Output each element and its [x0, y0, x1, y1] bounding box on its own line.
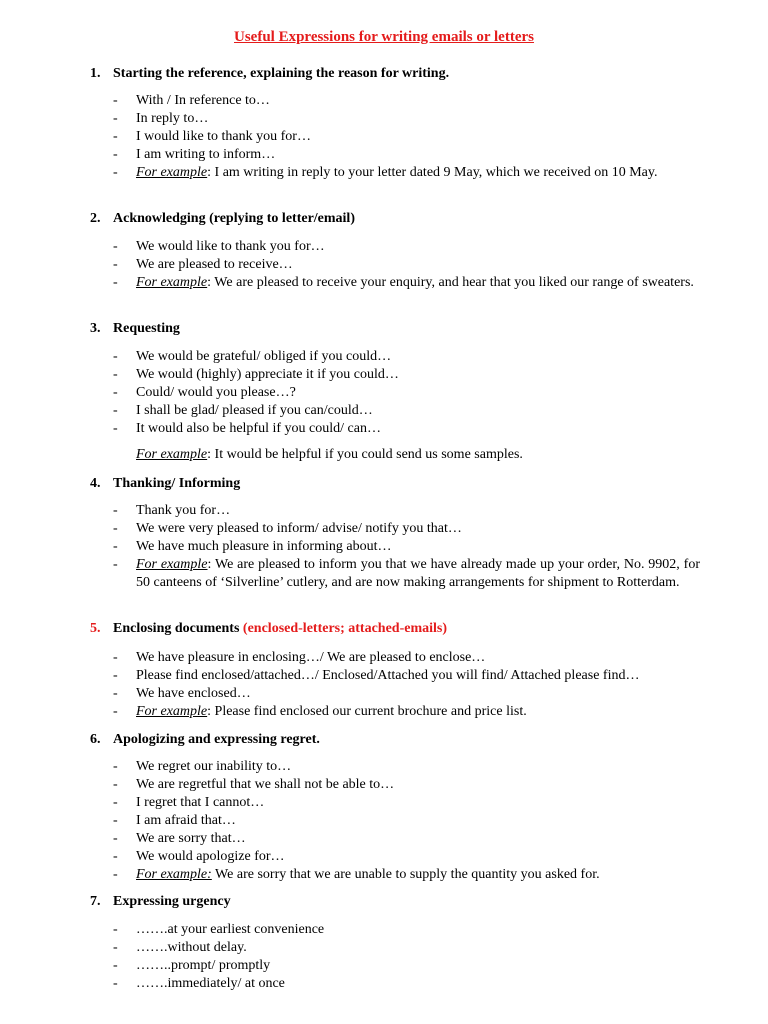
- section-number: 5.: [90, 621, 101, 636]
- example-text: We are sorry that we are unable to supply the quantity you asked for.: [211, 867, 600, 882]
- example-label: For example: [136, 447, 208, 462]
- example-label: For example: [136, 557, 208, 572]
- section-note: (enclosed-letters; attached-emails): [242, 621, 448, 636]
- section-title: Apologizing and expressing regret.: [113, 732, 320, 747]
- section-number: 1.: [90, 66, 101, 81]
- example-label: For example:: [136, 867, 212, 882]
- section-number: 7.: [90, 894, 101, 909]
- page-title: Useful Expressions for writing emails or letters: [234, 29, 534, 45]
- section-number: 4.: [90, 476, 101, 491]
- section-title: Expressing urgency: [113, 894, 231, 909]
- section-title: Requesting: [113, 321, 180, 336]
- example-text: : I am writing in reply to your letter dated 9 May, which we received on 10 May.: [207, 165, 658, 180]
- section-number: 2.: [90, 211, 101, 226]
- section-number: 6.: [90, 732, 101, 747]
- example-text: : Please find enclosed our current brochure and price list.: [207, 704, 527, 719]
- section-title: Acknowledging (replying to letter/email): [113, 211, 355, 226]
- example-label: For example: [136, 165, 208, 180]
- example-text: : We are pleased to inform you that we have already made up your order, No. 9902, for 50 canteens of ‘Silverline’ cutlery, and are now making arrangements for shipment to Rotterdam.: [136, 557, 700, 590]
- example-text: : We are pleased to receive your enquiry, and hear that you liked our range of sweaters.: [207, 275, 694, 290]
- section-title: Thanking/ Informing: [113, 476, 241, 491]
- section-title: Starting the reference, explaining the reason for writing.: [113, 66, 450, 81]
- section-number: 3.: [90, 321, 101, 336]
- document-page: Useful Expressions for writing emails or letters 1. Starting the reference, explaining the reason for writing. - With / In reference to… - In reply to… - I would like to thank you for… - I am writing to inform… - For example: I am writing in reply to your letter dated 9 May, which we received on 10 May. 2. Acknowledging (replying to letter/email) - We would like to thank you for… - We are pleased to receive… - For example: We are pleased to receive your enquiry, and hear that you liked our range of sweaters. 3. Requesting - We would be grateful/ obliged if you could… - We would (highly) appreciate it if you could… - Could/ would you please…? - I shall be glad/ pleased if you can/could… - It would also be helpful if you could/ can… For example: It would be helpful if you could send us some samples. 4. Thanking/ Informing - Thank you for… - We were very pleased to inform/ advise/ notify you that… - We have much pleasure in informing about… - For example: We are pleased to inform you that we have already made up your order, No. 9902, for 50 canteens of ‘Silverline’ cutlery, and are now making arrangements for shipment to Rotterdam. 5. Enclosing documents (enclosed-letters; attached-emails) - We have pleasure in enclosing…/ We are pleased to enclose… - Please find enclosed/attached…/ Enclosed/Attached you will find/ Attached please find… - We have enclosed… - For example: Please find enclosed our current brochure and price list. 6. Apologizing and expressing regret. - We regret our inability to… - We are regretful that we shall not be able to… - I regret that I cannot… - I am afraid that… - We are sorry that… - We would apologize for… - For example: We are sorry that we are unable to supply the quantity you asked for. 7. Expressing urgency - …….at your earliest convenience - …….without delay. - ……..prompt/ promptly - …….immediately/ at once: [0, 0, 768, 1024]
- example-label: For example: [136, 704, 208, 719]
- example-text: : It would be helpful if you could send us some samples.: [207, 447, 523, 462]
- example-item: [136, 447, 523, 463]
- example-label: For example: [136, 275, 208, 290]
- section-title: Enclosing documents: [113, 621, 243, 636]
